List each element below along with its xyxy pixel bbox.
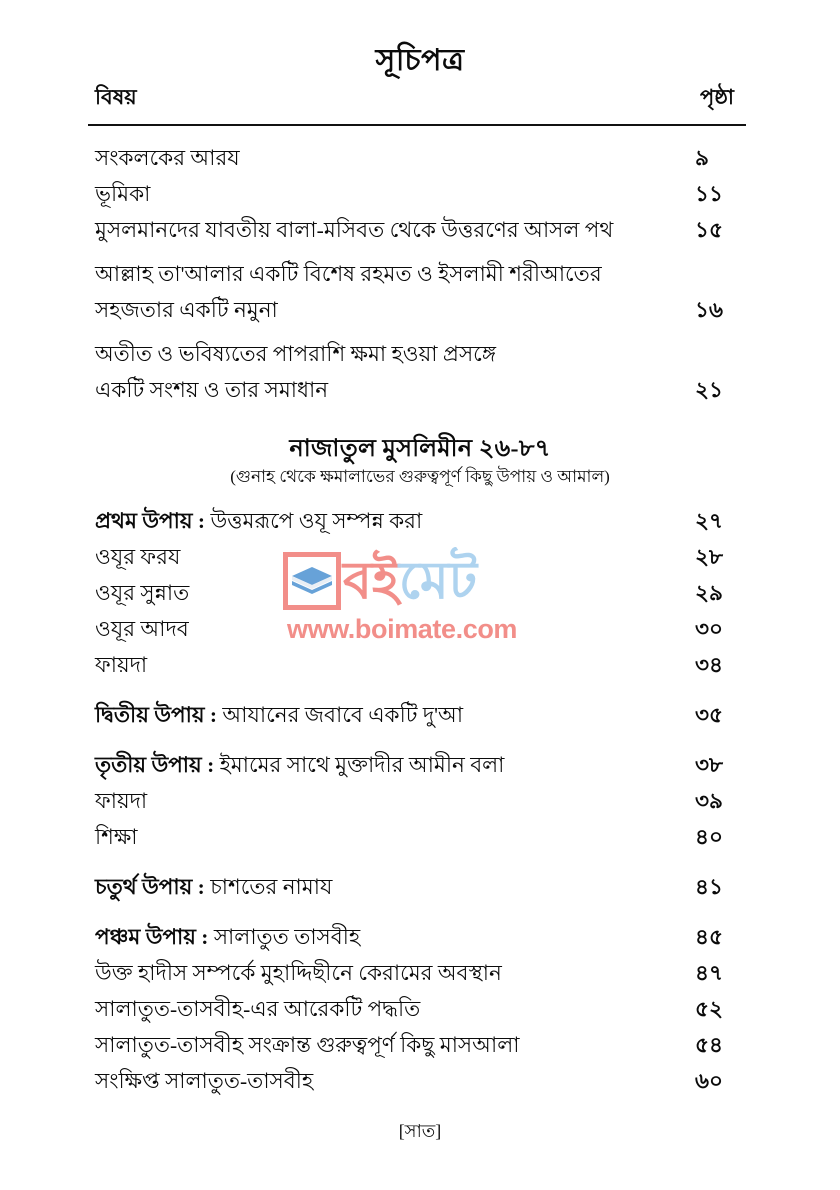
- toc-entry-title: অতীত ও ভবিষ্যতের পাপরাশি ক্ষমা হওয়া প্রসঙ্গে: [95, 342, 497, 366]
- toc-entry-title: আল্লাহ তা'আলার একটি বিশেষ রহমত ও ইসলামী শরীআতের: [95, 262, 602, 286]
- toc-row[interactable]: [0, 697, 840, 733]
- toc-entry-title: সংকলকের আরয: [95, 146, 240, 170]
- toc-row[interactable]: [0, 819, 840, 855]
- toc-entry-rest: ইমামের সাথে মুক্তাদীর আমীন বলা: [214, 752, 505, 777]
- toc-entry-title: ভূমিকা: [95, 182, 151, 206]
- toc-entry-page: ২৯: [695, 580, 723, 605]
- toc-entry-page: ৪১: [695, 874, 723, 899]
- toc-entry-lead: চতুর্থ উপায় :: [95, 874, 205, 899]
- toc-entry-title: [95, 869, 332, 905]
- toc-entry-page: ২৭: [695, 508, 723, 533]
- toc-entry-rest: ওযূর সুন্নাত: [95, 580, 190, 605]
- toc-row[interactable]: [0, 991, 840, 1027]
- toc-entry-title: [95, 955, 502, 991]
- page-footer: [সাত]: [398, 1121, 442, 1142]
- toc-row[interactable]: [0, 747, 840, 783]
- toc-entry-lead: পঞ্চম উপায় :: [95, 924, 209, 949]
- toc-entry-title: [95, 919, 360, 955]
- watermark-brand-part-1: বই: [343, 552, 399, 610]
- toc-entry-title: [95, 697, 463, 733]
- toc-entry-title: [95, 503, 422, 539]
- toc-row[interactable]: [0, 647, 840, 683]
- toc-entry-page: ৪৭: [695, 960, 723, 985]
- toc-row[interactable]: [0, 292, 840, 328]
- toc-entry-title: [95, 819, 138, 855]
- toc-entry-page: ৩৯: [695, 788, 723, 813]
- toc-entry-page: ৩৪: [695, 652, 723, 677]
- toc-entry-rest: সালাতুত তাসবীহ: [208, 924, 361, 949]
- toc-entry-rest: ফায়দা: [95, 788, 148, 813]
- toc-entry-rest: চাশতের নামায: [204, 874, 333, 899]
- toc-entry-page: ২৮: [695, 544, 723, 569]
- toc-entry-rest: উক্ত হাদীস সম্পর্কে মুহাদ্দিছীনে কেরামের অবস্থান: [95, 960, 502, 985]
- toc-list: [0, 140, 840, 1099]
- toc-entry-lead: তৃতীয় উপায় :: [95, 752, 215, 777]
- toc-entry-rest: উত্তমরূপে ওযূ সম্পন্ন করা: [205, 508, 423, 533]
- toc-row[interactable]: [0, 611, 840, 647]
- toc-row[interactable]: [0, 1063, 840, 1099]
- watermark-url: www.boimate.com: [287, 614, 518, 644]
- toc-entry-title: [95, 611, 189, 647]
- toc-row[interactable]: [0, 140, 840, 176]
- toc-entry-page: ২১: [695, 378, 723, 402]
- toc-row[interactable]: [0, 336, 840, 372]
- column-header-page: পৃষ্ঠা: [700, 86, 840, 1190]
- toc-entry-rest: আযানের জবাবে একটি দু'আ: [217, 702, 464, 727]
- toc-row[interactable]: [0, 783, 840, 819]
- toc-entry-lead: দ্বিতীয় উপায় :: [95, 702, 218, 727]
- toc-entry-title: [95, 647, 147, 683]
- toc-entry-title: [95, 1027, 519, 1063]
- toc-entry-title: [95, 539, 180, 575]
- toc-entry-rest: সালাতুত-তাসবীহ-এর আরেকটি পদ্ধতি: [95, 996, 421, 1021]
- toc-row[interactable]: [0, 372, 840, 408]
- toc-entry-rest: সংক্ষিপ্ত সালাতুত-তাসবীহ: [95, 1068, 314, 1093]
- toc-entry-rest: ওযূর আদব: [95, 616, 189, 641]
- toc-entry-page: ১৬: [695, 298, 723, 322]
- toc-entry-title: একটি সংশয় ও তার সমাধান: [95, 378, 329, 402]
- toc-entry-page: ৪৫: [695, 924, 723, 949]
- toc-entry-title: [95, 1063, 313, 1099]
- toc-row[interactable]: [0, 539, 840, 575]
- toc-entry-page: ৩৮: [695, 752, 723, 777]
- section-title: নাজাতুল মুসলিমীন ২৬-৮৭: [289, 436, 551, 462]
- toc-entry-page: ১১: [695, 182, 723, 206]
- toc-row[interactable]: [0, 503, 840, 539]
- column-header-subject: বিষয়: [95, 85, 137, 109]
- toc-row[interactable]: [0, 919, 840, 955]
- section-subtitle: (গুনাহ থেকে ক্ষমালাভের গুরুত্বপূর্ণ কিছু উপায় ও আমাল): [230, 467, 610, 486]
- toc-entry-title: [95, 783, 147, 819]
- toc-entry-page: ৯: [695, 146, 709, 170]
- toc-entry-title: মুসলমানদের যাবতীয় বালা-মসিবত থেকে উত্তরণের আসল পথ: [95, 218, 614, 242]
- toc-entry-title: [95, 575, 189, 611]
- watermark-brand-part-2: মেট: [399, 552, 478, 610]
- toc-entry-page: ৫২: [695, 996, 723, 1021]
- toc-entry-page: ১৫: [695, 218, 723, 242]
- section-heading-block: [0, 434, 840, 489]
- toc-row[interactable]: [0, 1027, 840, 1063]
- toc-entry-page: ৩০: [695, 616, 723, 641]
- toc-entry-rest: সালাতুত-তাসবীহ সংক্রান্ত গুরুত্বপূর্ণ কিছু মাসআলা: [95, 1032, 520, 1057]
- toc-entry-rest: শিক্ষা: [95, 824, 138, 849]
- header-divider: [88, 124, 746, 126]
- toc-entry-page: ৪০: [695, 824, 723, 849]
- toc-row[interactable]: [0, 869, 840, 905]
- toc-entry-lead: প্রথম উপায় :: [95, 508, 206, 533]
- toc-entry-title: [95, 747, 504, 783]
- toc-entry-title: সহজতার একটি নমুনা: [95, 298, 278, 322]
- toc-entry-page: ৫৪: [695, 1032, 723, 1057]
- toc-row[interactable]: [0, 575, 840, 611]
- toc-entry-page: ৬০: [695, 1068, 723, 1093]
- toc-row[interactable]: [0, 256, 840, 292]
- toc-row[interactable]: [0, 212, 840, 248]
- toc-row[interactable]: [0, 176, 840, 212]
- page-title: সূচিপত্র: [375, 44, 465, 77]
- toc-entry-rest: ওযূর ফরয: [95, 544, 181, 569]
- toc-entry-rest: ফায়দা: [95, 652, 148, 677]
- toc-row[interactable]: [0, 955, 840, 991]
- toc-entry-title: [95, 991, 420, 1027]
- toc-entry-page: ৩৫: [695, 702, 723, 727]
